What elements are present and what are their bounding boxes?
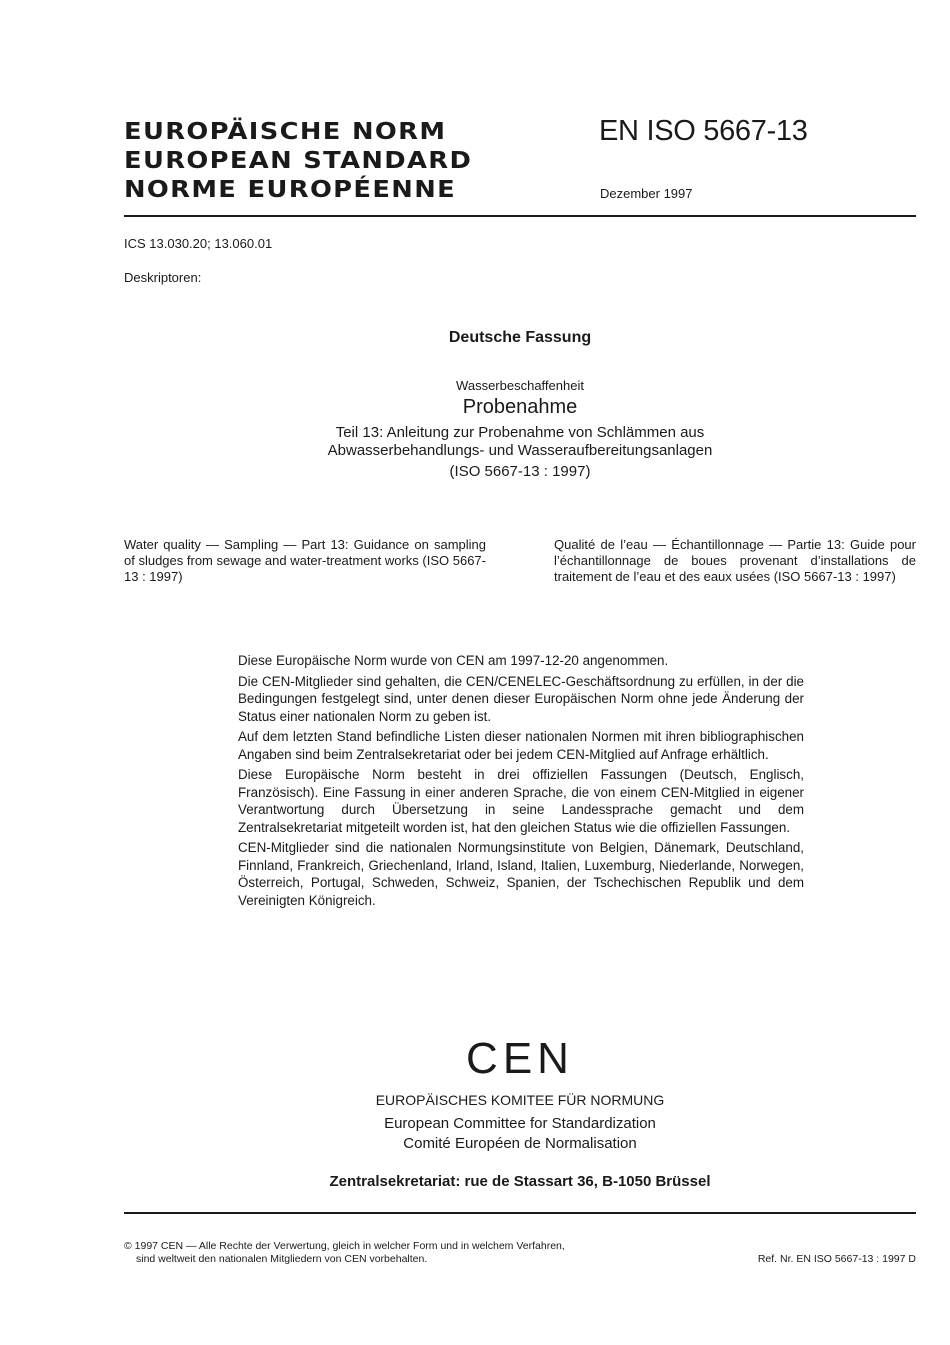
- reference-number: Ref. Nr. EN ISO 5667-13 : 1997 D: [757, 1253, 916, 1265]
- publication-date: Dezember 1997: [600, 186, 693, 201]
- french-title: Qualité de l’eau — Échantillonnage — Partie 13: Guide pour l’échantillonnage de boues provenant d’installations de traitement de l’eau et des eaux usées (ISO 5667-13 : 1997): [554, 537, 916, 584]
- main-title: Probenahme: [462, 396, 578, 418]
- norm-title-en: EUROPEAN STANDARD: [124, 148, 473, 174]
- org-name-en: European Committee for Standardization: [384, 1115, 656, 1132]
- org-name-fr: Comité Européen de Normalisation: [403, 1135, 637, 1152]
- secretariat-address: Zentralsekretariat: rue de Stassart 36, B-1050 Brüssel: [329, 1173, 711, 1190]
- iso-reference: (ISO 5667-13 : 1997): [449, 463, 591, 480]
- copyright-line: sind weltweit den nationalen Mitgliedern von CEN vorbehalten.: [136, 1253, 428, 1265]
- version-heading: Deutsche Fassung: [448, 329, 592, 346]
- part-title-line2: Abwasserbehandlungs- und Wasseraufbereitungsanlagen: [327, 442, 713, 459]
- english-title: Water quality — Sampling — Part 13: Guidance on sampling of sludges from sewage and water-treatment works (ISO 5667-13 : 1997): [124, 537, 486, 584]
- cen-logo: CEN: [466, 1034, 574, 1083]
- body-paragraph: Diese Europäische Norm besteht in drei offiziellen Fassungen (Deutsch, Englisch, Französisch). Eine Fassung in einer anderen Sprache, die von einem CEN-Mitglied in eigener Verantwortung durch Übersetzung in seine Landessprache gemacht und dem Zentralsekretariat mitgeteilt worden ist, hat den gleichen Status wie die offiziellen Fassungen.: [238, 767, 804, 835]
- descriptors-label: Deskriptoren:: [124, 270, 202, 285]
- body-paragraph: Die CEN-Mitglieder sind gehalten, die CEN/CENELEC-Geschäftsordnung zu erfüllen, in der die Bedingungen festgelegt sind, unter denen dieser Europäischen Norm ohne jede Änderung der Status einer nationalen Norm zu geben ist.: [238, 673, 804, 724]
- subject-line: Wasserbeschaffenheit: [456, 378, 584, 393]
- norm-title-de: EUROPÄISCHE NORM: [124, 119, 447, 145]
- body-paragraph: Auf dem letzten Stand befindliche Listen dieser nationalen Normen mit ihren bibliographischen Angaben sind beim Zentralsekretariat oder bei jedem CEN-Mitglied auf Anfrage erhältlich.: [238, 729, 804, 762]
- org-name-de: EUROPÄISCHES KOMITEE FÜR NORMUNG: [375, 1092, 665, 1108]
- footer-divider: [124, 1212, 916, 1214]
- header-divider: [124, 215, 916, 217]
- copyright-line: © 1997 CEN — Alle Rechte der Verwertung, gleich in welcher Form und in welchem Verfahren,: [124, 1240, 565, 1252]
- part-title-line1: Teil 13: Anleitung zur Probenahme von Schlämmen aus: [335, 424, 705, 441]
- copyright-notice: [124, 1240, 565, 1266]
- ics-code: ICS 13.030.20; 13.060.01: [124, 236, 273, 251]
- norm-title-fr: NORME EUROPÉENNE: [124, 177, 457, 203]
- body-paragraph: CEN-Mitglieder sind die nationalen Normungsinstitute von Belgien, Dänemark, Deutschland, Finnland, Frankreich, Griechenland, Irland, Island, Italien, Luxemburg, Niederlande, Norwegen, Österreich, Portugal, Schweden, Schweiz, Spanien, der Tschechischen Republik und dem Vereinigten Königreich.: [238, 840, 804, 908]
- body-paragraph: Diese Europäische Norm wurde von CEN am 1997-12-20 angenommen.: [238, 653, 669, 668]
- standard-number: EN ISO 5667-13: [599, 115, 808, 147]
- body-text: [238, 652, 804, 912]
